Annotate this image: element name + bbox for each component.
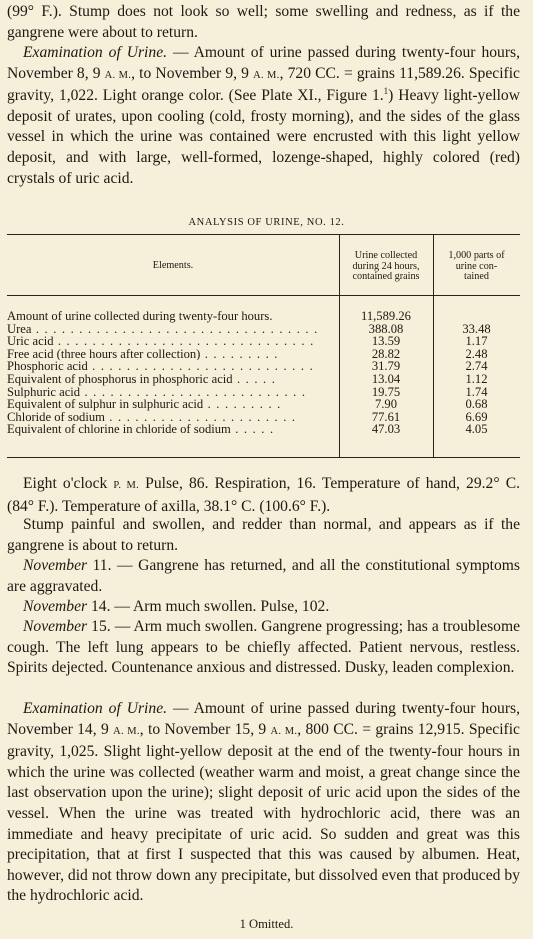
leader-dots: . . . . . . . . . [203, 398, 282, 411]
value-24h: 31.79 [371, 359, 401, 374]
paragraph-text: , 720 CC. = grains 11,589.26. Specific gravity, 1,022. Light orange color. (See Plate XI., Figure 1. [7, 64, 520, 105]
value-1000: 1.12 [465, 372, 488, 386]
table-row [7, 323, 520, 336]
paragraph-text: — Amount of urine passed during twenty-four hours, November 14, 9 [7, 700, 520, 738]
paragraph-stump-painful [7, 515, 520, 556]
row-label [7, 310, 335, 323]
paragraph-text: (99° F.). Stump does not look so well; some swelling and redness, as if the gangrene were about to return. [7, 3, 520, 41]
header-line: 1,000 parts of [448, 250, 505, 261]
row-label-text: Uric acid [7, 335, 54, 348]
row-label [7, 323, 335, 336]
table-row [7, 386, 520, 399]
row-label [7, 398, 335, 411]
footnote-marker: 1 [383, 86, 389, 96]
paragraph-text: Stump painful and swollen, and redder than normal, and appears as if the gangrene is about to return. [7, 516, 520, 554]
leader-dots: . . . . . . . . . . . . . . . . . . . . . . . . . . . . . . . . . [31, 322, 319, 336]
row-label [7, 423, 335, 436]
table-row [7, 310, 520, 323]
table-row [7, 373, 520, 386]
value-1000: 6.69 [465, 409, 488, 424]
row-label [7, 386, 335, 399]
row-label [7, 411, 335, 424]
time-abbrev: A. M. [104, 69, 132, 81]
time-abbrev: A. M. [253, 69, 280, 81]
paragraph-text: ) Heavy light-yellow deposit of urates, upon cooling (cold, frosty morning), and the sides of the glass vessel in which the urine was contained were encrusted with this light yellow deposit, and with large, well-formed, lozenge-shaped, highly colored (red) crystals of uric acid. [7, 87, 520, 187]
paragraph-november-11 [7, 556, 520, 597]
leader-dots: . . . . . . . . . . . . . . . . . . . . . . [104, 410, 297, 424]
header-line: Urine collected [354, 250, 418, 261]
paragraph-text: , to November 9, 9 [131, 64, 254, 82]
paragraph-text: Pulse, 86. Respiration, 16. Temperature of hand, 29.2° C. (84° F.). Temperature of axilla, 38.1° C. (100.6° F.). [7, 475, 520, 515]
table-row [7, 360, 520, 373]
header-line: urine con- [455, 260, 498, 272]
row-label-text: Equivalent of phosphorus in phosphoric acid [7, 373, 233, 386]
table-title: ANALYSIS OF URINE, NO. 12. [188, 217, 345, 228]
header-line: during 24 hours, [352, 260, 420, 272]
value-1000: 2.74 [465, 359, 488, 374]
row-label-text: Urea [7, 322, 32, 336]
paragraph-text: , 800 CC. = grains 12,915. Specific gravity, 1,025. Slight light-yellow deposit at the end of the twenty-four hours in which the urine was collected (weather warm and moist, a great change since the last observation upon the urine); slight deposit of uric acid upon the sides of the vessel. When the urine was treated with hydrochloric acid, there was an immediate and heavy precipitate of uric acid. So sudden and great was this precipitation, that at first I suspected that this was caused by albumen. Heat, however, did not throw down any precipitate, but dissolved even that produced by the hydrochloric acid. [7, 720, 520, 905]
time-abbrev: A. M. [113, 725, 140, 737]
value-24h: 7.90 [374, 397, 398, 412]
row-label [7, 373, 335, 386]
value-24h: 19.75 [371, 384, 401, 399]
row-label-text: Equivalent of chlorine in chloride of sodium [7, 423, 231, 436]
row-label-text: Sulphuric acid [7, 385, 81, 399]
leader-dots: . . . . . . . . . [200, 347, 279, 361]
column-header-1000 [433, 251, 520, 283]
paragraph-november-14 [7, 597, 520, 618]
leader-dots: . . . . . . . . . . . . . . . . . . . . . . . . . . . . . . [53, 335, 315, 348]
row-label-text: Amount of urine collected during twenty-four hours [7, 310, 270, 323]
table-row [7, 348, 520, 361]
value-1000: 4.05 [465, 422, 488, 437]
paragraph-text: Eight o'clock [23, 475, 114, 492]
paragraph-text: 11. — Gangrene has returned, and all the constitutional symptoms are aggravated. [7, 557, 520, 595]
column-header-elements: Elements. [152, 260, 194, 271]
value-24h: 13.04 [371, 372, 401, 386]
paragraph-urine-exam-1 [7, 43, 520, 189]
value-1000: 1.17 [465, 334, 488, 349]
paragraph-vitals [7, 474, 520, 517]
value-24h: 11,589.26 [361, 309, 411, 323]
row-label-text: Equivalent of sulphur in sulphuric acid [7, 398, 204, 411]
paragraph-urine-exam-2 [7, 699, 520, 907]
leader-dots: . . . . . . . . . . . . . . . . . . . . . . . . . . [87, 360, 314, 373]
header-line: tained [464, 271, 489, 282]
table-row [7, 411, 520, 424]
paragraph-text: 15. — Arm much swollen. Gangrene progressing; has a troublesome cough. The left lung appears to be chiefly affected. Patient nervous, restless. Spirits dejected. Countenance anxious and distressed. Dusky, leaden complexion. [7, 618, 520, 677]
time-abbrev: P. M. [113, 480, 140, 491]
date-heading: November [23, 557, 88, 574]
value-1000: 2.48 [465, 346, 488, 361]
row-label [7, 348, 335, 361]
section-heading: Examination of Urine. [23, 44, 168, 61]
value-24h: 47.03 [371, 422, 401, 437]
row-label-text: Chloride of sodium [7, 410, 105, 424]
paragraph-text: , to November 15, 9 [139, 720, 271, 738]
value-1000: 1.74 [465, 384, 488, 399]
row-label [7, 360, 335, 373]
leader-dots: . . . . . [230, 423, 275, 436]
date-heading: November [23, 618, 88, 635]
paragraph-stump [7, 2, 520, 43]
leader-dots: . . . . . [232, 373, 277, 386]
table-row [7, 335, 520, 348]
value-24h: 28.82 [371, 346, 401, 361]
header-divider [7, 295, 520, 296]
value-24h: 77.61 [371, 409, 401, 424]
leader-dots: . . . . . . . . . . . . . . . . . . . . . . . . . . [80, 385, 307, 399]
paragraph-text: — Amount of urine passed during twenty-four hours, November 8, 9 [7, 44, 520, 82]
table-row [7, 398, 520, 411]
value-1000: 33.48 [462, 321, 491, 336]
paragraph-november-15 [7, 617, 520, 679]
section-heading: Examination of Urine. [23, 700, 168, 717]
row-label-text: Free acid (three hours after collection) [7, 347, 201, 361]
header-line: contained grains [352, 271, 420, 282]
leader-dots: . [269, 310, 274, 323]
date-heading: November [23, 598, 88, 615]
urine-analysis-table [7, 234, 520, 458]
value-24h: 13.59 [371, 334, 401, 349]
value-1000: 0.68 [465, 397, 488, 412]
value-24h: 388.08 [368, 321, 404, 336]
row-label [7, 335, 335, 348]
row-label-text: Phosphoric acid [7, 360, 88, 373]
time-abbrev: A. M. [270, 725, 298, 737]
table-row [7, 423, 520, 436]
paragraph-text: 14. — Arm much swollen. Pulse, 102. [87, 598, 330, 615]
footnote: 1 Omitted. [239, 917, 294, 931]
column-header-24h [339, 251, 433, 283]
